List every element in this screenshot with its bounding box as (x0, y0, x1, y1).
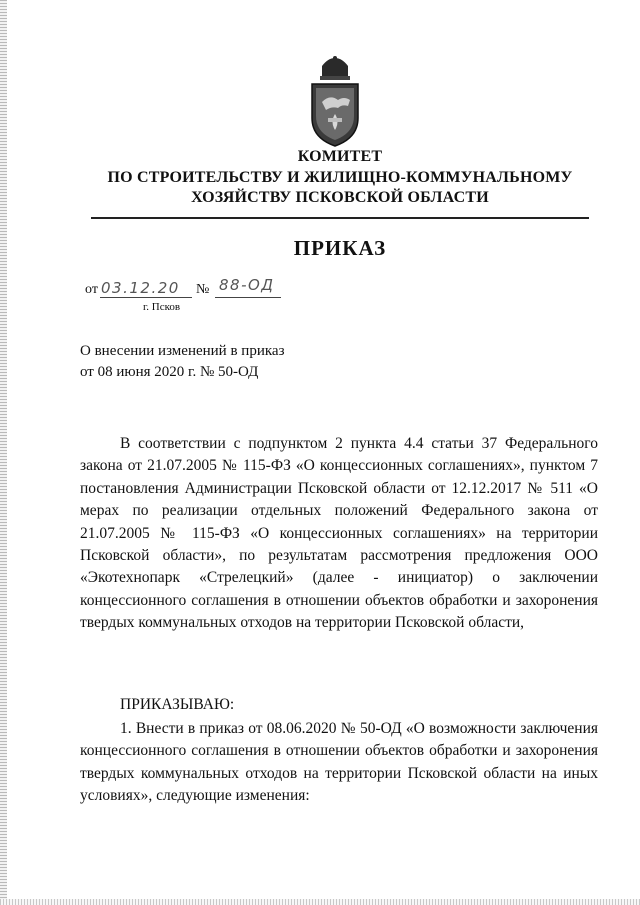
document-title: ПРИКАЗ (293, 236, 387, 260)
coat-of-arms-icon (308, 56, 362, 148)
header-divider (91, 217, 589, 219)
preamble-paragraph: В соответствии с подпунктом 2 пункта 4.4 статьи 37 Федерального закона от 21.07.2005 № 115-ФЗ «О концессионных соглашениях», пунктом 7 постановления Администрации Псковской области от 12.12.2017 № 511 «О мерах по реализации отдельных положений Федерального закона от 21.07.2005 № 115-ФЗ «О концессионных соглашениях» на территории Псковской области», по результатам рассмотрения предложения ООО «Экотехнопарк «Стрелецкий» (далее - инициатор) о заключении концессионного соглашения в отношении объектов обработки и захоронения твердых коммунальных отходов на территории Псковской области, (80, 435, 598, 632)
date-underline (100, 297, 192, 298)
scan-left-edge (0, 0, 7, 905)
city-label: г. Псков (143, 301, 181, 313)
org-name-line-3: ХОЗЯЙСТВУ ПСКОВСКОЙ ОБЛАСТИ (191, 189, 489, 206)
order-word: ПРИКАЗЫВАЮ: (120, 696, 235, 713)
date-handwritten: 03.12.20 (101, 279, 180, 297)
subject-line-1: О внесении изменений в приказ (80, 343, 285, 359)
org-name-line-1: КОМИТЕТ (297, 148, 383, 165)
scan-bottom-edge (0, 899, 640, 905)
number-handwritten: 88-ОД (219, 276, 275, 294)
subject-line-2: от 08 июня 2020 г. № 50-ОД (80, 364, 259, 380)
order-item-1: 1. Внести в приказ от 08.06.2020 № 50-ОД «О возможности заключения концессионного соглашения в отношении объектов обработки и захоронения твердых коммунальных отходов на территории Псковской области на иных условиях», следующие изменения: (80, 720, 598, 805)
number-prefix: № (196, 282, 210, 297)
org-name-line-2: ПО СТРОИТЕЛЬСТВУ И ЖИЛИЩНО-КОММУНАЛЬНОМУ (107, 169, 573, 186)
date-prefix: от (85, 282, 98, 297)
number-underline (215, 297, 281, 298)
